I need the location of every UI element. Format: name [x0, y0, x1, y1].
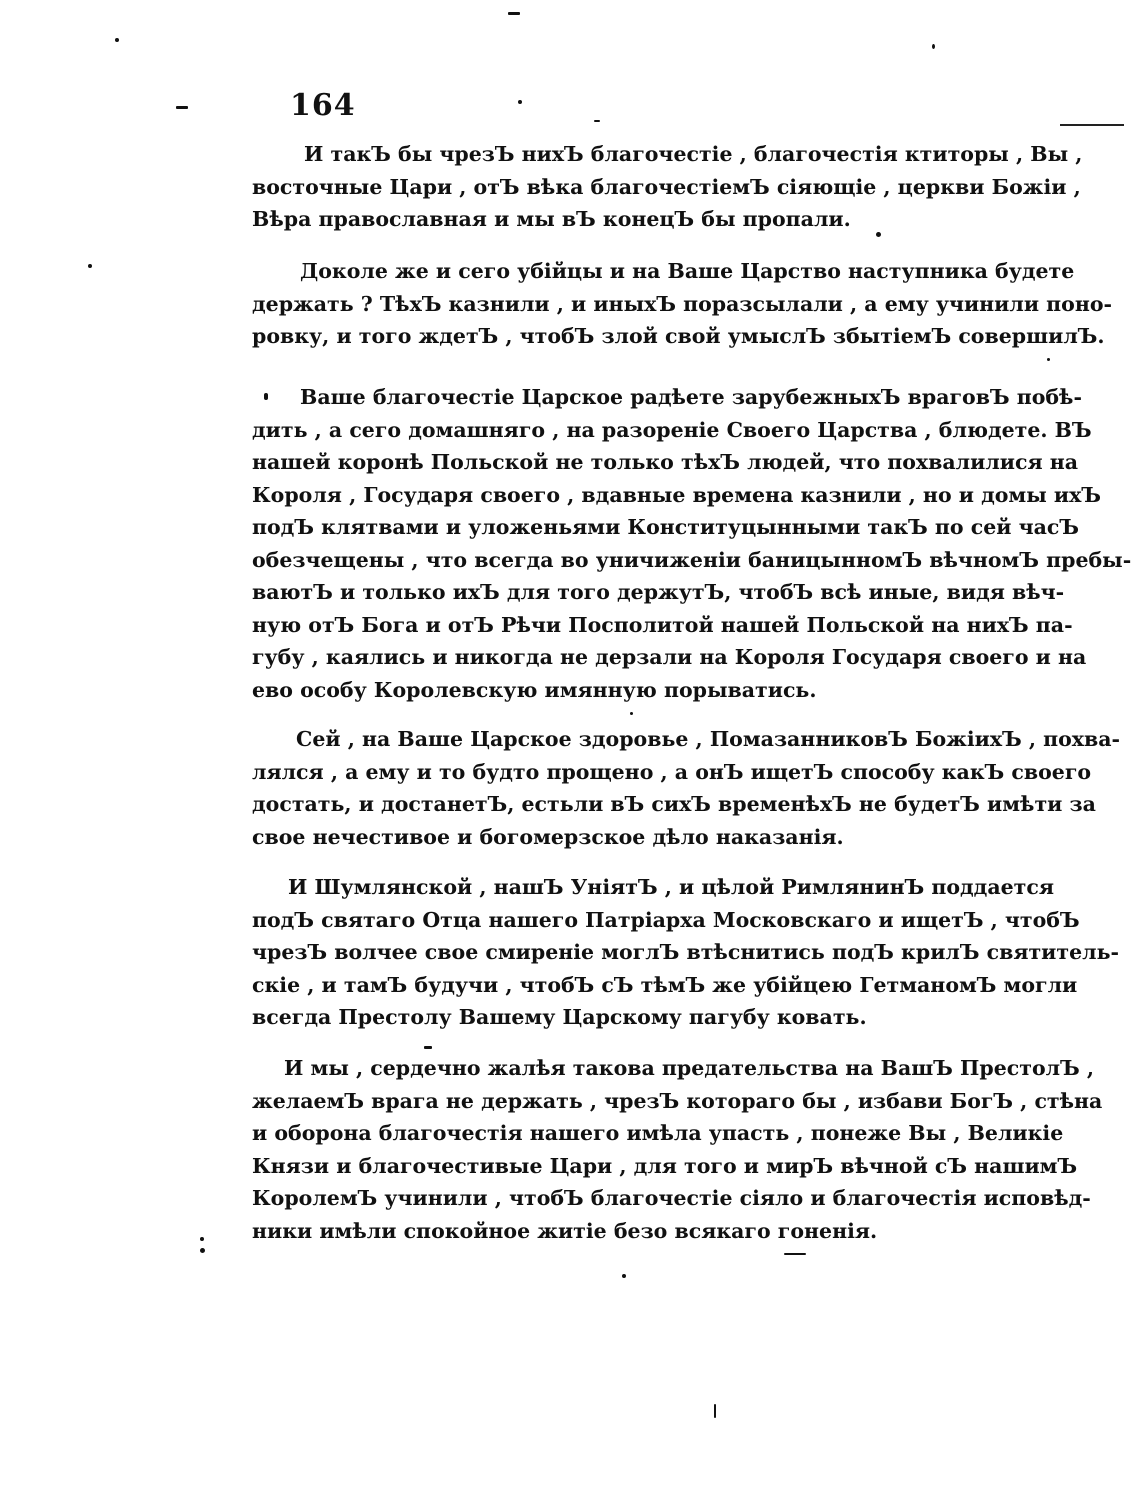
text-line: достать, и достанетЪ, естьли вЪ сихЪ временѣхЪ не будетЪ имѣти за	[252, 792, 1096, 816]
text-line: Короля , Государя своего , вдавные времена казнили , но и домы ихЪ	[252, 482, 1101, 507]
text-line: ровку, и того ждетЪ , чтобЪ злой свой умыслЪ збытіемЪ совершилЪ.	[252, 324, 1105, 348]
scan-speck	[1047, 358, 1050, 361]
scan-speck	[200, 1248, 205, 1253]
text-line: обезчещены , что всегда во уничиженіи баницынномЪ вѣчномЪ пребы-	[252, 547, 1132, 572]
text-line: Ваше благочестіе Царское радѣете зарубежныхЪ враговЪ побѣ-	[300, 385, 1082, 409]
text-line: дить , а сего домашняго , на разореніе Своего Царства , блюдете. ВЪ	[252, 417, 1092, 442]
text-line: ники имѣли спокойное житіе безо всякаго гоненія.	[252, 1218, 878, 1243]
text-line: Князи и благочестивые Цари , для того и мирЪ вѣчной сЪ нашимЪ	[252, 1153, 1078, 1178]
text-line: скіе , и тамЪ будучи , чтобЪ сЪ тѣмЪ же убійцею ГетманомЪ могли	[252, 972, 1078, 997]
text-line: желаемЪ врага не держать , чрезЪ котораго бы , избави БогЪ , стѣна	[252, 1088, 1103, 1113]
paragraph-5	[252, 871, 1119, 1034]
scan-speck	[176, 106, 188, 109]
scan-speck	[424, 1046, 432, 1049]
paragraph-1	[252, 138, 1083, 236]
text-line: ваютЪ и только ихЪ для того держутЪ, чтобЪ всѣ иные, видя вѣч-	[252, 580, 1065, 604]
text-line: подЪ клятвами и уложеньями Конституцынными такЪ по сей часЪ	[252, 515, 1079, 539]
scan-speck	[115, 38, 119, 42]
text-line: подЪ святаго Отца нашего Патріарха Московскаго и ищетЪ , чтобЪ	[252, 907, 1080, 932]
scan-speck	[932, 44, 935, 49]
scan-speck	[630, 712, 633, 715]
scan-speck	[622, 1274, 626, 1278]
text-line: ную отЪ Бога и отЪ Рѣчи Посполитой нашей Польской на нихЪ па-	[252, 612, 1073, 637]
page-number: 164	[290, 88, 356, 123]
paragraph-3	[252, 381, 1132, 706]
text-line: лялся , а ему и то будто прощено , а онЪ ищетЪ способу какЪ своего	[252, 759, 1092, 784]
text-line: И такЪ бы чрезЪ нихЪ благочестіе , благочестія ктиторы , Вы ,	[304, 142, 1083, 166]
paragraph-4	[252, 723, 1121, 853]
scan-speck	[200, 1237, 204, 1241]
text-line: Доколе же и сего убійцы и на Ваше Царство наступника будете	[300, 259, 1075, 283]
scan-speck	[594, 120, 600, 122]
text-line: восточные Цари , отЪ вѣка благочестіемЪ сіяющіе , церкви Божіи ,	[252, 174, 1081, 199]
text-line: и оборона благочестія нашего имѣла упасть , понеже Вы , Великіе	[252, 1121, 1064, 1145]
scan-speck	[784, 1253, 806, 1255]
text-line: губу , каялись и никогда не дерзали на Короля Государя своего и на	[252, 645, 1087, 669]
margin-rule	[1060, 124, 1124, 126]
text-line: ево особу Королевскую имянную порыватись.	[252, 677, 817, 702]
text-line: всегда Престолу Вашему Царскому пагубу ковать.	[252, 1005, 867, 1029]
text-line: держать ? ТѣхЪ казнили , и иныхЪ поразсылали , а ему учинили поно-	[252, 291, 1113, 316]
scan-speck	[518, 100, 522, 104]
scan-speck	[508, 12, 520, 15]
paragraph-2	[252, 255, 1113, 353]
text-line: чрезЪ волчее свое смиреніе моглЪ втѣснитись подЪ крилЪ святитель-	[252, 940, 1119, 964]
text-line: КоролемЪ учинили , чтобЪ благочестіе сіяло и благочестія исповѣд-	[252, 1186, 1091, 1210]
paragraph-6	[252, 1052, 1103, 1247]
text-line: Сей , на Ваше Царское здоровье , ПомазанниковЪ БожіихЪ , похва-	[296, 727, 1121, 751]
text-line: нашей коронѣ Польской не только тѣхЪ людей, что похвалилися на	[252, 450, 1079, 474]
text-line: И Шумлянской , нашЪ УніятЪ , и цѣлой РимлянинЪ поддается	[288, 875, 1054, 899]
text-line: свое нечестивое и богомерзское дѣло наказанія.	[252, 824, 844, 849]
text-line: И мы , сердечно жалѣя такова предательства на ВашЪ ПрестолЪ ,	[284, 1056, 1094, 1080]
scan-speck	[714, 1404, 716, 1418]
scan-speck	[88, 264, 92, 268]
text-line: Вѣра православная и мы вЪ конецЪ бы пропали.	[252, 207, 851, 231]
